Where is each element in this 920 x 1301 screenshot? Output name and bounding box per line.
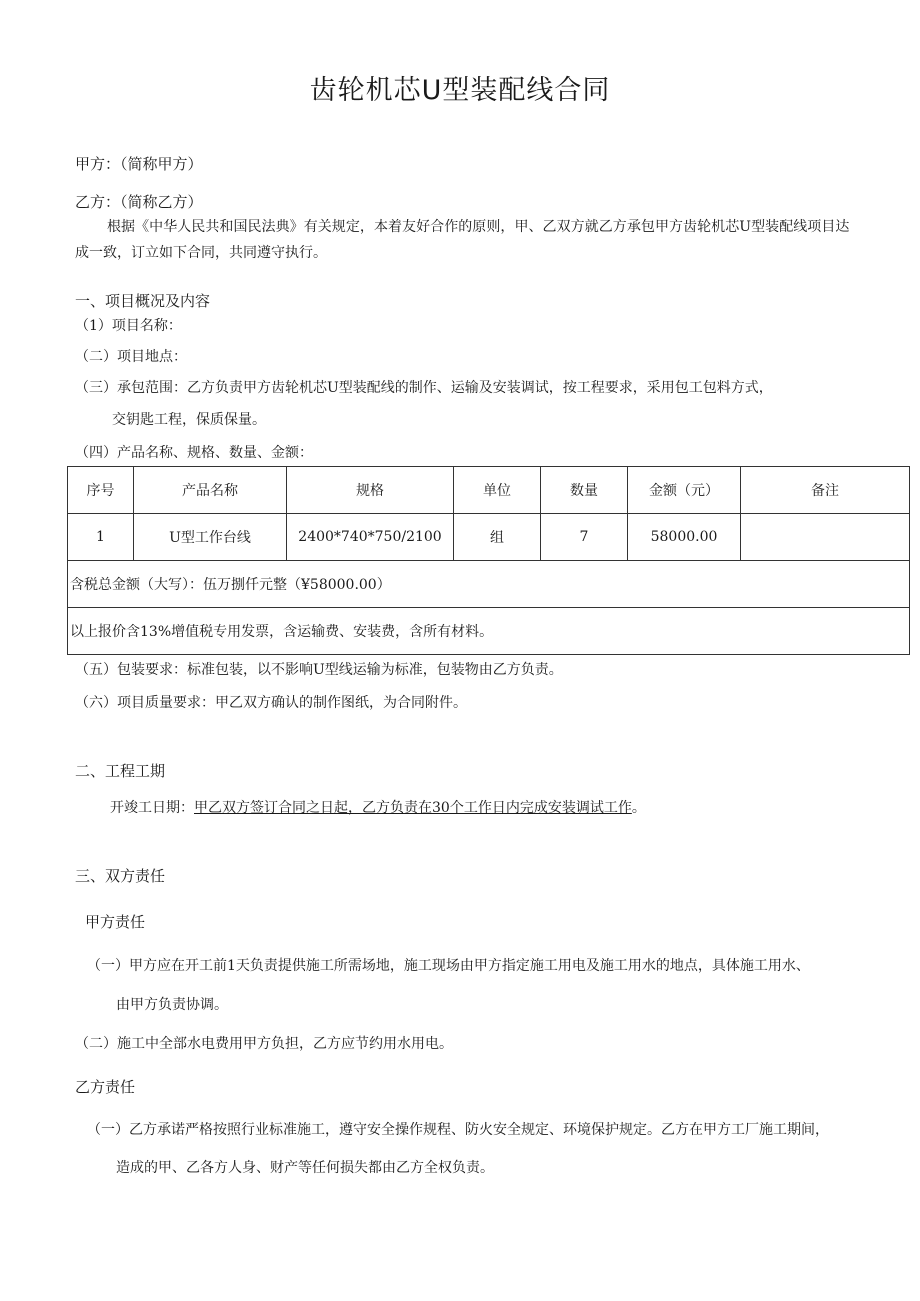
- header-spec: 规格: [287, 467, 454, 514]
- table-total-row: [68, 561, 910, 608]
- party-b-item1-line2: 造成的甲、乙各方人身、财产等任何损失都由乙方全权负责。: [116, 1160, 494, 1176]
- quality-item: （六）项目质量要求：甲乙双方确认的制作图纸，为合同附件。: [75, 695, 467, 711]
- schedule-text: 甲乙双方签订合同之日起，乙方负责在30个工作日内完成安装调试工作: [194, 800, 632, 816]
- cell-product-name: U型工作台线: [134, 514, 287, 561]
- cell-index: 1: [68, 514, 134, 561]
- scope-item-line2: 交钥匙工程，保质保量。: [112, 412, 266, 428]
- header-quantity: 数量: [541, 467, 628, 514]
- cell-amount: 58000.00: [628, 514, 741, 561]
- party-b-line: 乙方：（简称乙方）: [75, 193, 203, 211]
- product-table: [67, 466, 910, 655]
- packaging-item: （五）包装要求：标准包装，以不影响U型线运输为标准，包装物由乙方负责。: [75, 662, 563, 678]
- party-a-item2: （二）施工中全部水电费用甲方负担，乙方应节约用水用电。: [75, 1036, 453, 1052]
- cell-quantity: 7: [541, 514, 628, 561]
- header-unit: 单位: [454, 467, 541, 514]
- party-b-responsibility-heading: 乙方责任: [75, 1078, 136, 1096]
- party-a-item1-line1: （一）甲方应在开工前1天负责提供施工所需场地，施工现场由甲方指定施工用电及施工用水的地点，具体施工用水、: [87, 958, 810, 974]
- header-product-name: 产品名称: [134, 467, 287, 514]
- party-a-item1-line2: 由甲方负责协调。: [116, 997, 228, 1013]
- document-title: 齿轮机芯U型装配线合同: [309, 75, 611, 106]
- header-amount: 金额（元）: [628, 467, 741, 514]
- table-header-row: [68, 467, 910, 514]
- section1-heading: 一、项目概况及内容: [75, 292, 211, 310]
- schedule-line: [110, 797, 646, 817]
- header-remarks: 备注: [741, 467, 910, 514]
- project-location-item: （二）项目地点：: [75, 349, 187, 365]
- table-note-row: [68, 608, 910, 655]
- party-a-responsibility-heading: 甲方责任: [85, 913, 146, 931]
- table-row: [68, 514, 910, 561]
- total-amount-cell: 含税总金额（大写）：伍万捌仟元整（¥58000.00）: [68, 561, 910, 608]
- section3-heading: 三、双方责任: [75, 867, 166, 885]
- header-index: 序号: [68, 467, 134, 514]
- cell-unit: 组: [454, 514, 541, 561]
- party-a-line: 甲方：（简称甲方）: [75, 155, 203, 173]
- section2-heading: 二、工程工期: [75, 762, 166, 780]
- party-b-item1-line1: （一）乙方承诺严格按照行业标准施工，遵守安全操作规程、防火安全规定、环境保护规定。乙方在甲方工厂施工期间，: [87, 1122, 829, 1138]
- intro-paragraph-line1: 根据《中华人民共和国民法典》有关规定，本着友好合作的原则，甲、乙双方就乙方承包甲方齿轮机芯U型装配线项目达: [107, 219, 850, 235]
- schedule-label: 开竣工日期：: [110, 800, 194, 816]
- price-note-cell: 以上报价含13%增值税专用发票，含运输费、安装费，含所有材料。: [68, 608, 910, 655]
- intro-paragraph-line2: 成一致，订立如下合同，共同遵守执行。: [75, 245, 327, 261]
- project-name-item: （1）项目名称：: [75, 318, 182, 334]
- scope-item-line1: （三）承包范围：乙方负责甲方齿轮机芯U型装配线的制作、运输及安装调试，按工程要求，采用包工包料方式，: [75, 380, 773, 396]
- product-list-item: （四）产品名称、规格、数量、金额：: [75, 445, 313, 461]
- cell-remarks: [741, 514, 910, 561]
- schedule-end: 。: [631, 800, 646, 816]
- cell-spec: 2400*740*750/2100: [287, 514, 454, 561]
